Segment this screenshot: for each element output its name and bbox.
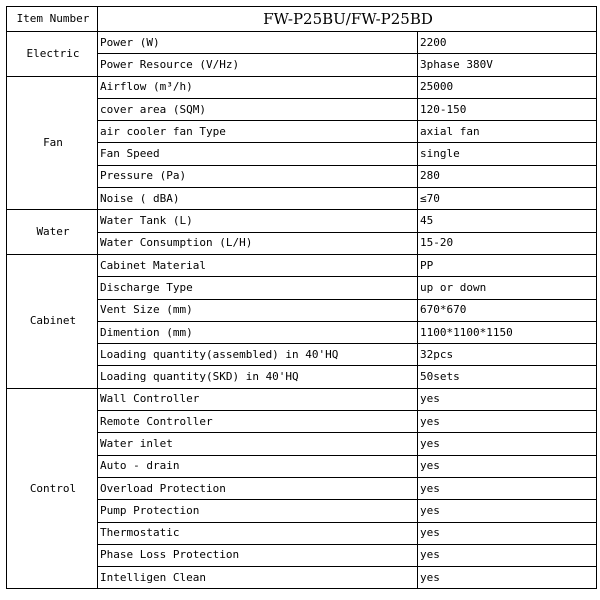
spec-value: yes (418, 544, 597, 566)
spec-table-body (7, 7, 597, 589)
spec-label: Intelligen Clean (98, 567, 418, 589)
spec-row (7, 254, 597, 276)
spec-label: Remote Controller (98, 411, 418, 433)
spec-value: 120-150 (418, 98, 597, 120)
spec-value: yes (418, 388, 597, 410)
spec-value: single (418, 143, 597, 165)
spec-label: Pump Protection (98, 500, 418, 522)
spec-value: 670*670 (418, 299, 597, 321)
spec-row (7, 76, 597, 98)
spec-value: yes (418, 411, 597, 433)
spec-label: Noise ( dBA) (98, 188, 418, 210)
spec-label: Dimention (mm) (98, 321, 418, 343)
group-label-cabinet: Cabinet (7, 254, 98, 388)
spec-label: air cooler fan Type (98, 121, 418, 143)
spec-value: 32pcs (418, 344, 597, 366)
spec-label: Power (W) (98, 32, 418, 54)
spec-value: PP (418, 254, 597, 276)
spec-value: 1100*1100*1150 (418, 321, 597, 343)
spec-label: Power Resource (V/Hz) (98, 54, 418, 76)
spec-value: yes (418, 455, 597, 477)
spec-value: yes (418, 500, 597, 522)
spec-label: Water Consumption (L/H) (98, 232, 418, 254)
spec-value: 15-20 (418, 232, 597, 254)
spec-label: Phase Loss Protection (98, 544, 418, 566)
spec-label: Cabinet Material (98, 254, 418, 276)
spec-label: cover area (SQM) (98, 98, 418, 120)
header-row (7, 7, 597, 32)
spec-value: 280 (418, 165, 597, 187)
spec-value: 50sets (418, 366, 597, 388)
spec-value: 2200 (418, 32, 597, 54)
spec-label: Fan Speed (98, 143, 418, 165)
group-label-control: Control (7, 388, 98, 589)
group-label-electric: Electric (7, 32, 98, 77)
spec-value: 45 (418, 210, 597, 232)
spec-label: Thermostatic (98, 522, 418, 544)
spec-value: 25000 (418, 76, 597, 98)
group-label-fan: Fan (7, 76, 98, 210)
item-number-label: Item Number (7, 7, 98, 32)
spec-value: up or down (418, 277, 597, 299)
spec-row (7, 388, 597, 410)
model-number: FW-P25BU/FW-P25BD (98, 7, 597, 32)
spec-value: yes (418, 477, 597, 499)
spec-value: 3phase 380V (418, 54, 597, 76)
spec-label: Discharge Type (98, 277, 418, 299)
spec-label: Water Tank (L) (98, 210, 418, 232)
spec-value: yes (418, 433, 597, 455)
spec-label: Auto - drain (98, 455, 418, 477)
spec-row (7, 210, 597, 232)
spec-label: Vent Size (mm) (98, 299, 418, 321)
spec-row (7, 32, 597, 54)
spec-value: yes (418, 567, 597, 589)
spec-value: yes (418, 522, 597, 544)
spec-table (6, 6, 597, 589)
group-label-water: Water (7, 210, 98, 255)
spec-label: Loading quantity(SKD) in 40'HQ (98, 366, 418, 388)
spec-value: axial fan (418, 121, 597, 143)
spec-label: Airflow (m³/h) (98, 76, 418, 98)
spec-label: Wall Controller (98, 388, 418, 410)
spec-label: Water inlet (98, 433, 418, 455)
spec-label: Pressure (Pa) (98, 165, 418, 187)
spec-label: Loading quantity(assembled) in 40'HQ (98, 344, 418, 366)
spec-value: ≤70 (418, 188, 597, 210)
spec-label: Overload Protection (98, 477, 418, 499)
